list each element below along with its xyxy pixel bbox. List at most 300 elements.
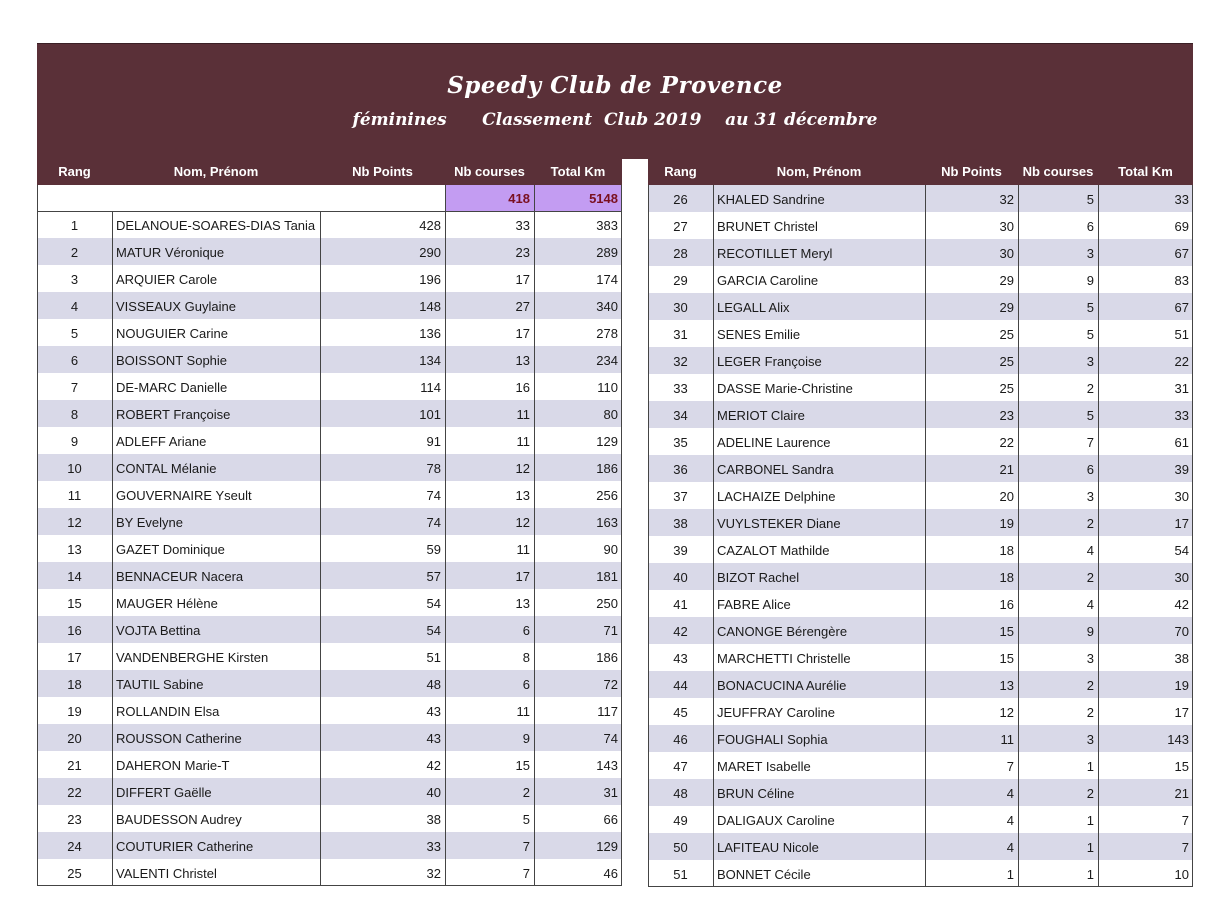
column-header-points: Nb Points — [941, 164, 1002, 179]
cell-rang: 45 — [673, 705, 688, 720]
cell-points: 32 — [426, 866, 441, 881]
banner — [37, 43, 1193, 159]
cell-rang: 10 — [67, 461, 82, 476]
cell-name: DASSE Marie-Christine — [717, 381, 853, 396]
cell-name: GOUVERNAIRE Yseult — [116, 488, 252, 503]
table-row — [648, 698, 1193, 725]
table-row — [648, 482, 1193, 509]
cell-name: ADELINE Laurence — [717, 435, 831, 450]
cell-km: 61 — [1174, 435, 1189, 450]
cell-km: 256 — [596, 488, 618, 503]
cell-rang: 41 — [673, 597, 688, 612]
cell-km: 31 — [603, 785, 618, 800]
cell-courses: 2 — [1086, 570, 1094, 585]
cell-courses: 6 — [1086, 462, 1094, 477]
grid-line — [925, 185, 926, 887]
column-header-courses: Nb courses — [1022, 164, 1094, 179]
cell-name: MATUR Véronique — [116, 245, 225, 260]
cell-courses: 13 — [515, 488, 530, 503]
cell-courses: 12 — [515, 515, 530, 530]
column-header-rang: Rang — [664, 164, 697, 179]
cell-km: 117 — [597, 704, 618, 719]
cell-km: 83 — [1174, 273, 1189, 288]
cell-name: CARBONEL Sandra — [717, 462, 834, 477]
cell-points: 78 — [426, 461, 441, 476]
cell-rang: 12 — [67, 515, 82, 530]
table-row — [648, 212, 1193, 239]
table-row — [648, 671, 1193, 698]
cell-rang: 6 — [70, 353, 79, 368]
grid-line — [445, 185, 446, 886]
cell-km: 31 — [1174, 381, 1189, 396]
cell-points: 15 — [999, 624, 1014, 639]
cell-km: 38 — [1174, 651, 1189, 666]
cell-points: 21 — [999, 462, 1014, 477]
table-row — [648, 860, 1193, 887]
cell-points: 4 — [1006, 786, 1014, 801]
cell-rang: 35 — [673, 435, 688, 450]
cell-rang: 25 — [67, 866, 82, 881]
cell-km: 66 — [603, 812, 618, 827]
cell-km: 340 — [596, 299, 618, 314]
cell-points: 13 — [999, 678, 1014, 693]
cell-km: 30 — [1174, 570, 1189, 585]
cell-points: 19 — [999, 516, 1014, 531]
cell-courses: 7 — [522, 839, 530, 854]
cell-rang: 31 — [673, 327, 688, 342]
cell-km: 22 — [1174, 354, 1189, 369]
cell-km: 278 — [596, 326, 618, 341]
cell-name: FOUGHALI Sophia — [717, 732, 828, 747]
cell-rang: 3 — [70, 272, 79, 287]
cell-rang: 21 — [67, 758, 82, 773]
cell-rang: 33 — [673, 381, 688, 396]
cell-km: 10 — [1174, 867, 1189, 882]
cell-km: 17 — [1174, 516, 1189, 531]
cell-points: 1 — [1006, 867, 1014, 882]
table-row — [648, 644, 1193, 671]
cell-points: 136 — [419, 326, 441, 341]
cell-rang: 26 — [673, 192, 688, 207]
cell-name: DALIGAUX Caroline — [717, 813, 835, 828]
table-header — [37, 158, 622, 185]
cell-km: 163 — [596, 515, 618, 530]
cell-points: 59 — [426, 542, 441, 557]
cell-points: 196 — [419, 272, 441, 287]
cell-courses: 6 — [1086, 219, 1094, 234]
grid-line — [1192, 185, 1193, 887]
cell-km: 7 — [1181, 840, 1189, 855]
cell-name: BRUNET Christel — [717, 219, 818, 234]
cell-km: 54 — [1174, 543, 1189, 558]
cell-points: 15 — [999, 651, 1014, 666]
cell-courses: 9 — [1086, 624, 1094, 639]
table-row — [648, 563, 1193, 590]
cell-name: DIFFERT Gaëlle — [116, 785, 212, 800]
cell-km: 33 — [1174, 192, 1189, 207]
cell-km: 383 — [596, 218, 618, 233]
cell-courses: 23 — [515, 245, 530, 260]
cell-km: 80 — [603, 407, 618, 422]
cell-rang: 14 — [67, 569, 82, 584]
cell-rang: 51 — [673, 867, 688, 882]
cell-name: VANDENBERGHE Kirsten — [116, 650, 269, 665]
cell-name: CONTAL Mélanie — [116, 461, 217, 476]
cell-points: 7 — [1006, 759, 1014, 774]
cell-name: COUTURIER Catherine — [116, 839, 254, 854]
table-row — [648, 239, 1193, 266]
cell-rang: 29 — [673, 273, 688, 288]
cell-courses: 5 — [1086, 300, 1094, 315]
cell-km: 143 — [1167, 732, 1189, 747]
cell-name: MARCHETTI Christelle — [717, 651, 851, 666]
cell-name: ROUSSON Catherine — [116, 731, 242, 746]
cell-km: 90 — [603, 542, 618, 557]
cell-km: 17 — [1174, 705, 1189, 720]
grid-line — [37, 185, 38, 886]
cell-courses: 17 — [515, 569, 530, 584]
cell-courses: 13 — [515, 353, 530, 368]
column-header-km: Total Km — [550, 164, 606, 179]
cell-name: KHALED Sandrine — [717, 192, 825, 207]
cell-km: 51 — [1174, 327, 1189, 342]
cell-courses: 1 — [1086, 840, 1094, 855]
cell-courses: 4 — [1086, 597, 1094, 612]
cell-points: 32 — [999, 192, 1014, 207]
cell-courses: 2 — [1086, 381, 1094, 396]
cell-courses: 3 — [1086, 489, 1094, 504]
cell-points: 290 — [419, 245, 441, 260]
cell-points: 22 — [999, 435, 1014, 450]
cell-km: 289 — [596, 245, 618, 260]
cell-km: 186 — [596, 461, 618, 476]
cell-rang: 28 — [673, 246, 688, 261]
grid-line — [37, 211, 622, 212]
cell-name: GARCIA Caroline — [717, 273, 819, 288]
cell-name: BONNET Cécile — [717, 867, 811, 882]
cell-points: 29 — [999, 300, 1014, 315]
cell-name: LEGALL Alix — [717, 300, 790, 315]
cell-rang: 19 — [67, 704, 82, 719]
cell-rang: 49 — [673, 813, 688, 828]
cell-points: 54 — [426, 623, 441, 638]
cell-rang: 44 — [673, 678, 688, 693]
cell-km: 129 — [596, 434, 618, 449]
cell-name: BOISSONT Sophie — [116, 353, 228, 368]
cell-courses: 3 — [1086, 651, 1094, 666]
column-header-courses: Nb courses — [454, 164, 525, 179]
cell-courses: 11 — [516, 407, 530, 422]
cell-km: 33 — [1174, 408, 1189, 423]
total-courses: 418 — [445, 185, 534, 211]
table-row — [648, 806, 1193, 833]
cell-rang: 20 — [67, 731, 82, 746]
cell-courses: 17 — [515, 326, 530, 341]
cell-rang: 50 — [673, 840, 688, 855]
page-title: Speedy Club de Provence — [447, 72, 783, 99]
grid-line — [1098, 185, 1099, 887]
cell-km: 174 — [596, 272, 618, 287]
cell-rang: 8 — [70, 407, 79, 422]
cell-points: 18 — [999, 570, 1014, 585]
cell-points: 38 — [426, 812, 441, 827]
cell-points: 42 — [426, 758, 441, 773]
grid-line — [713, 185, 714, 887]
cell-rang: 30 — [673, 300, 688, 315]
cell-courses: 1 — [1086, 759, 1094, 774]
cell-points: 134 — [419, 353, 441, 368]
table-row — [648, 509, 1193, 536]
cell-name: FABRE Alice — [717, 597, 791, 612]
cell-points: 91 — [426, 434, 441, 449]
cell-courses: 6 — [522, 677, 530, 692]
cell-courses: 11 — [516, 542, 530, 557]
cell-km: 250 — [596, 596, 618, 611]
grid-line — [648, 185, 649, 887]
cell-rang: 27 — [673, 219, 688, 234]
cell-name: JEUFFRAY Caroline — [717, 705, 835, 720]
cell-points: 43 — [426, 704, 441, 719]
cell-points: 43 — [426, 731, 441, 746]
cell-points: 30 — [999, 246, 1014, 261]
cell-points: 114 — [420, 380, 441, 395]
table-row — [648, 347, 1193, 374]
cell-courses: 7 — [522, 866, 530, 881]
cell-courses: 11 — [516, 434, 530, 449]
table-row — [648, 752, 1193, 779]
cell-name: MERIOT Claire — [717, 408, 805, 423]
cell-rang: 43 — [673, 651, 688, 666]
cell-courses: 5 — [1086, 192, 1094, 207]
cell-km: 70 — [1174, 624, 1189, 639]
cell-courses: 4 — [1086, 543, 1094, 558]
cell-rang: 34 — [673, 408, 688, 423]
table-row — [648, 455, 1193, 482]
table-row — [648, 185, 1193, 212]
cell-name: BAUDESSON Audrey — [116, 812, 242, 827]
cell-courses: 8 — [522, 650, 530, 665]
cell-points: 11 — [1000, 732, 1014, 747]
column-header-name: Nom, Prénom — [173, 164, 259, 179]
column-header-points: Nb Points — [352, 164, 413, 179]
grid-line — [1018, 185, 1019, 887]
column-header-name: Nom, Prénom — [776, 164, 862, 179]
cell-rang: 9 — [70, 434, 79, 449]
cell-rang: 47 — [673, 759, 688, 774]
grid-line — [648, 886, 1193, 887]
cell-points: 4 — [1006, 813, 1014, 828]
table-row — [648, 401, 1193, 428]
cell-name: VALENTI Christel — [116, 866, 217, 881]
cell-name: ROBERT Françoise — [116, 407, 231, 422]
cell-points: 25 — [999, 327, 1014, 342]
cell-km: 71 — [603, 623, 618, 638]
cell-km: 46 — [603, 866, 618, 881]
cell-km: 129 — [596, 839, 618, 854]
cell-points: 74 — [426, 488, 441, 503]
cell-name: BONACUCINA Aurélie — [717, 678, 847, 693]
cell-points: 25 — [999, 381, 1014, 396]
cell-points: 25 — [999, 354, 1014, 369]
cell-points: 74 — [426, 515, 441, 530]
cell-courses: 5 — [522, 812, 530, 827]
cell-name: BENNACEUR Nacera — [116, 569, 244, 584]
cell-name: VISSEAUX Guylaine — [116, 299, 236, 314]
cell-courses: 12 — [515, 461, 530, 476]
table-row — [648, 725, 1193, 752]
cell-name: DE-MARC Danielle — [116, 380, 228, 395]
cell-name: RECOTILLET Meryl — [717, 246, 833, 261]
cell-points: 51 — [426, 650, 441, 665]
cell-rang: 48 — [673, 786, 688, 801]
cell-name: BY Evelyne — [116, 515, 183, 530]
cell-points: 40 — [426, 785, 441, 800]
cell-name: DAHERON Marie-T — [116, 758, 230, 773]
cell-rang: 18 — [67, 677, 82, 692]
cell-rang: 15 — [67, 596, 82, 611]
table-row — [648, 293, 1193, 320]
table-row — [648, 536, 1193, 563]
cell-rang: 24 — [67, 839, 82, 854]
cell-courses: 6 — [522, 623, 530, 638]
cell-courses: 5 — [1086, 327, 1094, 342]
cell-km: 69 — [1174, 219, 1189, 234]
grid-line — [534, 185, 535, 886]
cell-points: 29 — [999, 273, 1014, 288]
table-row — [648, 617, 1193, 644]
cell-km: 67 — [1174, 300, 1189, 315]
cell-km: 7 — [1181, 813, 1189, 828]
cell-courses: 3 — [1086, 246, 1094, 261]
cell-rang: 36 — [673, 462, 688, 477]
table-row — [648, 779, 1193, 806]
cell-km: 110 — [597, 380, 618, 395]
cell-km: 234 — [596, 353, 618, 368]
cell-name: LAFITEAU Nicole — [717, 840, 819, 855]
cell-courses: 11 — [516, 704, 530, 719]
cell-rang: 7 — [70, 380, 79, 395]
cell-points: 12 — [999, 705, 1014, 720]
page-subtitle: féminines Classement Club 2019 au 31 décembre — [352, 110, 878, 130]
cell-rang: 23 — [67, 812, 82, 827]
cell-courses: 2 — [1086, 516, 1094, 531]
cell-courses: 16 — [515, 380, 530, 395]
cell-points: 30 — [999, 219, 1014, 234]
cell-rang: 13 — [67, 542, 82, 557]
cell-rang: 17 — [67, 650, 82, 665]
cell-courses: 15 — [515, 758, 530, 773]
cell-rang: 5 — [70, 326, 79, 341]
cell-km: 67 — [1174, 246, 1189, 261]
cell-name: BIZOT Rachel — [717, 570, 800, 585]
cell-name: MAUGER Hélène — [116, 596, 218, 611]
cell-courses: 9 — [522, 731, 530, 746]
cell-courses: 7 — [1086, 435, 1094, 450]
cell-courses: 5 — [1086, 408, 1094, 423]
cell-points: 148 — [419, 299, 441, 314]
grid-line — [112, 211, 113, 886]
cell-courses: 2 — [522, 785, 530, 800]
cell-name: ADLEFF Ariane — [116, 434, 207, 449]
cell-km: 15 — [1174, 759, 1189, 774]
cell-km: 181 — [596, 569, 618, 584]
cell-km: 72 — [603, 677, 618, 692]
table-header — [648, 158, 1193, 185]
cell-rang: 1 — [70, 218, 79, 233]
table-row — [648, 266, 1193, 293]
table-row — [648, 833, 1193, 860]
column-header-rang: Rang — [58, 164, 91, 179]
cell-courses: 1 — [1086, 813, 1094, 828]
cell-name: ARQUIER Carole — [116, 272, 218, 287]
cell-courses: 2 — [1086, 705, 1094, 720]
cell-km: 74 — [603, 731, 618, 746]
cell-rang: 37 — [673, 489, 688, 504]
cell-km: 39 — [1174, 462, 1189, 477]
cell-name: LEGER Françoise — [717, 354, 822, 369]
cell-rang: 4 — [70, 299, 79, 314]
cell-courses: 9 — [1086, 273, 1094, 288]
cell-rang: 11 — [67, 488, 82, 503]
cell-km: 21 — [1174, 786, 1189, 801]
column-header-km: Total Km — [1118, 164, 1173, 179]
cell-points: 33 — [426, 839, 441, 854]
cell-rang: 40 — [673, 570, 688, 585]
cell-name: DELANOUE-SOARES-DIAS Tania — [116, 218, 316, 233]
table-row — [648, 374, 1193, 401]
cell-points: 428 — [419, 218, 441, 233]
cell-km: 19 — [1174, 678, 1189, 693]
grid-line — [37, 885, 622, 886]
table-row — [648, 320, 1193, 347]
cell-courses: 1 — [1086, 867, 1094, 882]
table-row — [648, 428, 1193, 455]
cell-km: 186 — [596, 650, 618, 665]
cell-km: 30 — [1174, 489, 1189, 504]
grid-line — [621, 185, 622, 886]
cell-courses: 2 — [1086, 678, 1094, 693]
cell-name: GAZET Dominique — [116, 542, 225, 557]
cell-rang: 32 — [673, 354, 688, 369]
cell-name: SENES Emilie — [717, 327, 801, 342]
cell-name: BRUN Céline — [717, 786, 795, 801]
total-km: 5148 — [534, 185, 622, 211]
cell-name: TAUTIL Sabine — [116, 677, 204, 692]
cell-name: CAZALOT Mathilde — [717, 543, 830, 558]
cell-points: 54 — [426, 596, 441, 611]
cell-rang: 42 — [673, 624, 688, 639]
cell-km: 143 — [596, 758, 618, 773]
cell-courses: 3 — [1086, 732, 1094, 747]
cell-name: MARET Isabelle — [717, 759, 811, 774]
cell-courses: 3 — [1086, 354, 1094, 369]
cell-name: CANONGE Bérengère — [717, 624, 848, 639]
cell-rang: 22 — [67, 785, 82, 800]
cell-name: VUYLSTEKER Diane — [717, 516, 841, 531]
cell-points: 4 — [1006, 840, 1014, 855]
cell-rang: 39 — [673, 543, 688, 558]
table-row — [648, 590, 1193, 617]
cell-name: LACHAIZE Delphine — [717, 489, 836, 504]
cell-courses: 33 — [515, 218, 530, 233]
cell-courses: 27 — [515, 299, 530, 314]
grid-line — [320, 211, 321, 886]
cell-courses: 2 — [1086, 786, 1094, 801]
cell-points: 23 — [999, 408, 1014, 423]
cell-km: 42 — [1174, 597, 1189, 612]
cell-points: 101 — [419, 407, 441, 422]
cell-courses: 17 — [515, 272, 530, 287]
